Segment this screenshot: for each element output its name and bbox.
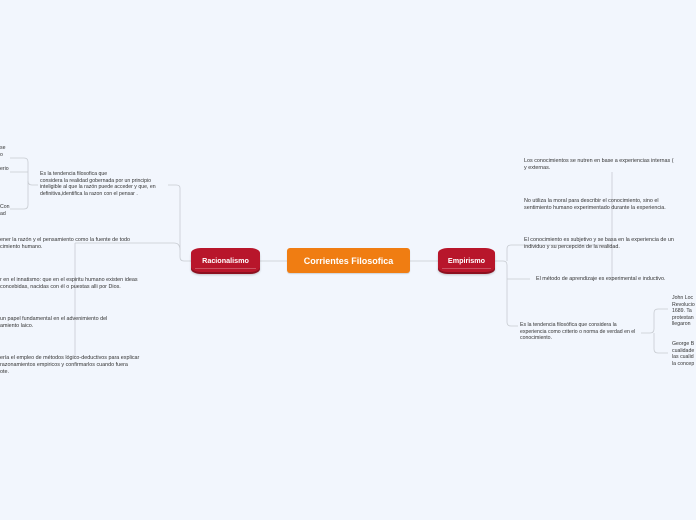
- empirismo-item[interactable]: El método de aprendizaje es experimental e inductivo.: [536, 276, 666, 282]
- empirismo-item[interactable]: No utiliza la moral para describir el conocimiento, sino el sentimiento humano experimentado durante la experiencia.: [524, 198, 666, 211]
- topic-racionalismo-label: Racionalismo: [202, 255, 249, 265]
- empirismo-sub-item-locke[interactable]: John Loc Revolucio 1689. Ta protestan llegaron: [672, 295, 695, 328]
- racionalismo-item[interactable]: r en el innatismo: que en el espiritu humano existen ideas concebidas, nacidas con él o puestas alli por Dios.: [0, 277, 138, 290]
- topic-racionalismo[interactable]: [191, 248, 260, 272]
- racionalismo-item[interactable]: un papel fundamental en el advenimiento del amiento laico.: [0, 316, 108, 329]
- racionalismo-item[interactable]: ería el empleo de métodos lógico-deductivos para explicar razonamientos empiricos y confirmarlos cuando fuera ote.: [0, 355, 140, 375]
- central-topic[interactable]: [287, 248, 410, 273]
- racionalismo-item[interactable]: ener la razón y el pensamiento como la fuente de todo cimiento humano.: [0, 237, 131, 250]
- racionalismo-fragment[interactable]: ad: [0, 211, 6, 217]
- central-topic-label: Corrientes Filosofica: [303, 255, 394, 266]
- racionalismo-definition[interactable]: Es la tendencia filosofica que considera la realidad gobernada por un principio inteligible al que la razón puede acceder y que, en definitiva,identifica la razon con el pensar .: [40, 171, 156, 197]
- racionalismo-fragment[interactable]: o: [0, 152, 3, 158]
- topic-empirismo-label: Empirismo: [447, 255, 486, 265]
- empirismo-item[interactable]: El conocimiento es subjetivo y se basa en la experiencia de un individuo y su percepción de la realidad.: [524, 237, 674, 250]
- topic-empirismo[interactable]: [438, 248, 495, 272]
- empirismo-sub-item-berkeley[interactable]: George B cualidade las cualid la concep: [672, 341, 695, 367]
- empirismo-item[interactable]: Los conocimientos se nutren en base a experiencias internas ( y externas.: [524, 158, 674, 171]
- empirismo-definition[interactable]: Es la tendencia filosófica que considera la experiencia como criterio o norma de verdad en el conocimiento.: [520, 322, 636, 342]
- racionalismo-fragment[interactable]: Con: [0, 204, 10, 210]
- racionalismo-fragment[interactable]: se: [0, 145, 6, 151]
- racionalismo-fragment[interactable]: erio: [0, 166, 9, 172]
